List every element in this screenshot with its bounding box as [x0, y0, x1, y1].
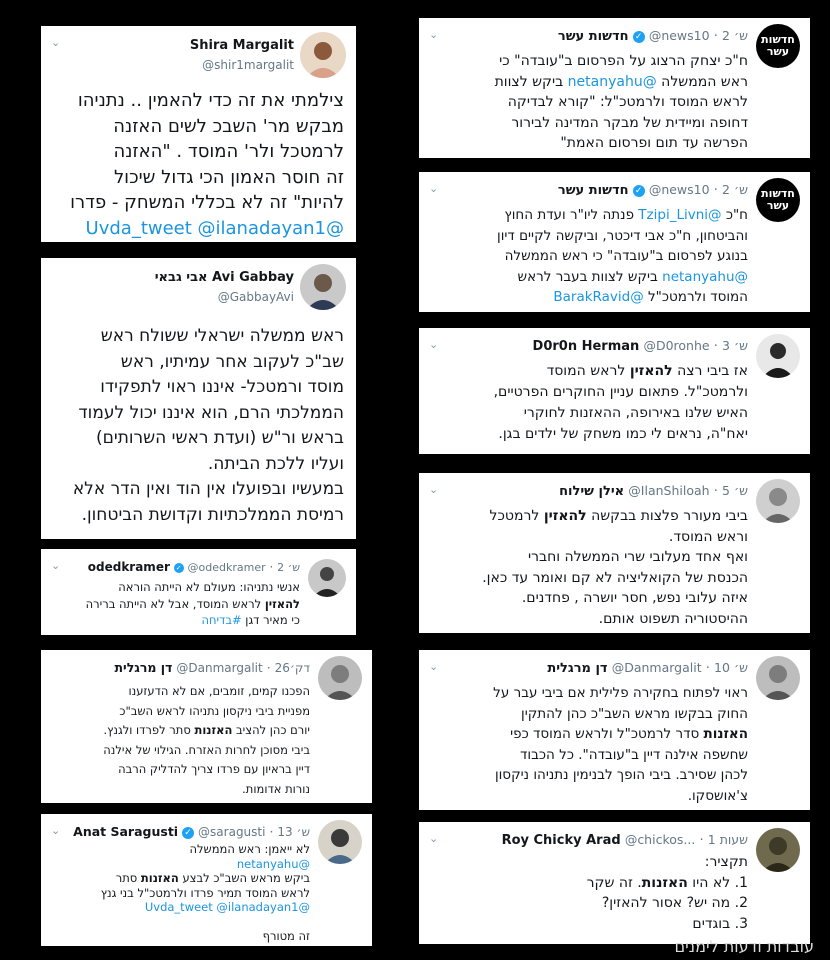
tweet-timestamp[interactable]: 26דק׳: [274, 661, 310, 675]
tweet-text-segment: רמיסת הממלכתיות וקדושת הביטחון.: [81, 504, 344, 525]
tweet-text-segment: במעשיו ובפועלו אין הוד ואין הדר אלא: [72, 479, 344, 499]
tweet-text-segment: איזה עלובי נפש, חסר יושרה , פחדנים.: [521, 590, 748, 606]
author-name[interactable]: אבי גבאי Avi Gabbay: [154, 270, 294, 285]
tweet-line: [428, 914, 748, 935]
tweet-line: [48, 165, 344, 191]
author-handle[interactable]: @Danmargalit: [611, 660, 702, 675]
tweet-line: [48, 324, 344, 350]
tweet-text-segment: ועליו ללכת הביתה.: [207, 453, 344, 474]
verified-badge-icon: ✓: [633, 185, 645, 197]
person-avatar-icon: [756, 828, 800, 872]
tweet-line: [48, 401, 344, 427]
author-handle[interactable]: @news10: [648, 182, 710, 197]
tweet-text-segment: לרמטכל: [489, 508, 544, 524]
tweet-line: [428, 51, 748, 72]
tweet-line: [428, 287, 748, 308]
tweet-text-segment: זה מטורף: [262, 929, 310, 943]
tweet-line: [428, 506, 748, 527]
tweet-card-odedkramer[interactable]: [41, 549, 356, 635]
tweet-line: [428, 765, 748, 786]
tweet-text-segment: שב"כ לעקוב אחר עמיתיו, ראש: [120, 351, 344, 372]
author-avatar[interactable]: [756, 828, 800, 872]
author-name[interactable]: דן מרגלית: [547, 661, 608, 676]
tweet-text-segment: ההיסטוריה תשפוט אותם.: [598, 610, 748, 627]
tweet-text-segment: בנוגע לפרסום ב"עובדה" כי ראש הממשלה: [504, 248, 748, 264]
tweet-line: [48, 190, 344, 216]
verified-badge-icon: ✓: [174, 563, 184, 573]
tweet-text-segment: לא ייאמן: ראש הממשלה: [189, 842, 310, 856]
chevron-down-icon[interactable]: ⌄: [429, 832, 439, 845]
tweet-line: [48, 929, 310, 944]
tweet-text-segment: האיש שלנו באירופה, ההאזנות לחוקרי: [523, 405, 748, 421]
watermark-text: עובדות ודעות לימנים: [674, 937, 814, 956]
tweet-card-ilan-shiloah[interactable]: [419, 473, 810, 633]
tweet-line: [48, 452, 344, 478]
tweet-line: [48, 915, 310, 930]
tweet-text-segment: ראוי לפתוח בחקירה פלילית אם ביבי עבר על: [493, 685, 748, 701]
tweet-line: [428, 683, 748, 704]
tweet-card-dan-margalit-10h[interactable]: [419, 650, 810, 810]
mention-link[interactable]: @Tzipi_Livni: [638, 207, 722, 223]
tweet-text-segment: דחופה ומיידית של מבקר המדינה לבירור: [511, 114, 748, 131]
tweet-timestamp[interactable]: 2 ש׳: [277, 561, 300, 574]
news10-logo-text: חדשות עשר: [761, 187, 795, 212]
tweet-line: [428, 205, 748, 226]
author-name[interactable]: אילן שילוח: [559, 484, 625, 499]
tweet-line: [428, 246, 748, 267]
tweet-line: [428, 609, 748, 630]
tweet-text: [428, 683, 748, 806]
tweet-line: [48, 139, 344, 165]
tweet-author-line: חדשות עשר ✓ @news10 · 2 ש׳: [557, 182, 748, 198]
tweet-text-segment: להיות" זה לא בכללי המשחק - פדרו: [70, 192, 344, 213]
tweet-text: [48, 682, 310, 799]
tweet-line: [428, 873, 748, 894]
tweet-text-segment: הפכנו קמים, זומבים, אם לא הדעזענו: [128, 684, 310, 698]
tweet-card-roy-chicky-arad[interactable]: [419, 822, 810, 944]
author-name[interactable]: דן מרגלית: [114, 660, 173, 675]
tweet-text-segment: סתר: [115, 871, 141, 885]
mention-link[interactable]: @netanyahu: [662, 268, 748, 285]
tweet-card-avi-gabbay[interactable]: [41, 258, 356, 539]
tweet-card-news10-herzog[interactable]: [419, 18, 810, 158]
author-handle[interactable]: @GabbayAvi: [217, 290, 294, 304]
tweet-text-segment: החוק בבקשו מראש השב"כ כהן להתקין: [521, 705, 748, 722]
tweet-text-segment: תקציר:: [704, 854, 748, 870]
person-avatar-icon: [300, 32, 346, 78]
tweet-line: [428, 72, 748, 93]
author-avatar[interactable]: [300, 32, 346, 78]
tweet-line: [48, 842, 310, 857]
author-avatar[interactable]: [308, 559, 346, 597]
tweet-text-segment: הפרשה עד תום ופרסום האמת": [560, 135, 748, 151]
tweet-text-segment: ולרמטכ"ל. פתאום עניין החוקרים הפרטיים,: [493, 384, 748, 400]
author-name[interactable]: Shira Margalit: [189, 38, 294, 53]
tweet-text-segment: 2. מה יש? אסור להאזין?: [601, 895, 748, 911]
tweet-line: [48, 477, 344, 503]
highlighted-word: האזנות: [140, 871, 179, 885]
mention-link[interactable]: @netanyahu: [236, 856, 310, 871]
tweet-timestamp[interactable]: 2 ש׳: [722, 182, 748, 197]
tweet-author-line: odedkramer ✓ @odedkramer · 2 ש׳: [87, 560, 300, 574]
tweet-line: [428, 226, 748, 247]
tweet-card-anat-saragusti[interactable]: [41, 814, 372, 946]
tweet-text-segment: הכנסת של הקואליציה לא קם ואומר עד כאן.: [482, 569, 748, 586]
chevron-down-icon[interactable]: ⌄: [429, 660, 439, 673]
tweet-line: [50, 579, 300, 596]
tweet-text-segment: . זה שקר: [586, 874, 642, 891]
tweet-line: [48, 741, 310, 761]
tweet-text-segment: מוסד ורמטכל- איננו ראוי לתפקידו: [100, 377, 344, 397]
tweet-line: [428, 852, 748, 873]
highlighted-word: להאזין: [264, 596, 300, 611]
author-handle[interactable]: @odedkramer: [187, 561, 266, 574]
author-handle[interactable]: @IlanShiloah: [628, 483, 710, 498]
tweet-line: [428, 382, 748, 403]
tweet-text-segment: 1. לא היו: [687, 874, 748, 891]
tweet-text-segment: ביבי מסוכן לחרות האזרח. הגילוי של אילנה: [103, 742, 310, 757]
author-name[interactable]: odedkramer: [87, 560, 170, 574]
verified-badge-icon: ✓: [633, 31, 645, 43]
tweet-text-segment: פנתה ליו"ר ועדת החוץ: [504, 207, 639, 223]
verified-badge-icon: ✓: [182, 827, 194, 839]
tweet-line: [48, 503, 344, 529]
highlighted-word: האזנות: [641, 874, 688, 891]
tweet-text-segment: לראש המוסד, אבל לא הייתה ברירה: [85, 596, 265, 611]
highlighted-word: האזנות: [703, 726, 748, 742]
tweet-timestamp[interactable]: 10 ש׳: [714, 660, 748, 675]
tweet-text-segment: ח"כ יצחק הרצוג על הפרסום ב"עובדה" כי: [499, 53, 748, 69]
news10-logo-avatar[interactable]: [756, 178, 800, 222]
tweet-text-segment: זה חוסר האמון הכי גדול שיכול: [113, 166, 344, 188]
tweet-text-segment: לרמטכל ולר' המוסד . "האזנה: [113, 141, 344, 162]
chevron-down-icon[interactable]: ⌄: [429, 483, 439, 496]
chevron-down-icon[interactable]: ⌄: [51, 824, 61, 837]
tweet-text-segment: יאח"ה, נראים לי כמו משחק של ילדים בגן.: [498, 426, 748, 442]
tweet-text-segment: מבקש מר' השבכ לשים האזנה: [113, 115, 344, 137]
tweet-text-segment: 3. בוגדים: [692, 915, 748, 932]
tweet-line: [48, 871, 310, 886]
tweet-author-line: D0r0n Herman @D0ronhe · 3 ש׳: [532, 338, 748, 354]
mention-link[interactable]: @Uvda_tweet @ilanadayan1: [85, 217, 344, 239]
tweet-text-segment: אנשי נתניהו: מעולם לא הייתה הוראה: [118, 580, 300, 594]
tweet-text-segment: הממלכתי הרם, הוא איננו יכול לעמוד: [78, 402, 344, 423]
tweet-line: [50, 596, 300, 613]
tweet-text: [48, 88, 344, 241]
tweet-line: [48, 857, 310, 872]
highlighted-word: האזנות: [194, 723, 233, 737]
tweet-text-segment: ביקש לצוות: [494, 73, 568, 90]
chevron-down-icon[interactable]: ⌄: [429, 182, 439, 195]
tweet-line: [48, 780, 310, 800]
tweet-text-segment: צילמתי את זה כדי להאמין .. נתניהו: [77, 90, 344, 111]
tweet-line: [50, 612, 300, 629]
tweet-timestamp[interactable]: 2 ש׳: [722, 28, 748, 43]
tweet-text-segment: לראש המוסד: [546, 363, 630, 379]
tweet-line: [48, 114, 344, 140]
author-avatar[interactable]: [756, 479, 800, 523]
author-avatar[interactable]: [756, 656, 800, 700]
chevron-down-icon[interactable]: ⌄: [429, 28, 439, 41]
tweet-text-segment: שחשפה אילנה דיין ב"עובדה". כל הכבוד: [520, 746, 748, 763]
tweet-line: [428, 724, 748, 745]
tweet-line: [48, 682, 310, 702]
tweet-text-segment: לראש המוסד תמיר פרדו ולרמטכ"ל בני גנץ: [100, 885, 310, 900]
tweet-author-line: אילן שילוח @IlanShiloah · 5 ש׳: [559, 483, 748, 499]
tweet-text-segment: לראש המוסד ולרמטכ"ל: "קורא לבדיקה: [507, 94, 748, 110]
author-handle[interactable]: @shir1margalit: [202, 58, 294, 72]
author-name[interactable]: חדשות עשר: [557, 183, 629, 198]
author-name[interactable]: חדשות עשר: [557, 29, 629, 44]
person-avatar-icon: [756, 334, 800, 378]
tweet-line: [48, 721, 310, 741]
tweet-text: [428, 361, 748, 445]
tweet-line: [428, 92, 748, 113]
tweet-text-segment: והביטחון, ח"כ אבי דיכטר, וביקשה לקיים דיון: [497, 227, 748, 244]
tweet-text-segment: ואף אחד מעלובי שרי הממשלה וחברי: [527, 549, 748, 565]
author-avatar[interactable]: [318, 820, 362, 864]
person-avatar-icon: [308, 559, 346, 597]
tweet-line: [428, 424, 748, 445]
tweet-text-segment: ביקש מראש השב"כ לבצע: [178, 871, 310, 885]
tweet-line: [48, 426, 344, 452]
tweet-text: [428, 852, 748, 934]
chevron-down-icon[interactable]: ⌄: [51, 559, 61, 572]
author-name[interactable]: D0r0n Herman: [532, 339, 640, 354]
author-avatar[interactable]: [756, 334, 800, 378]
tweet-line: [428, 527, 748, 548]
tweet-text-segment: ח"כ: [721, 207, 748, 223]
tweet-line: [48, 702, 310, 722]
tweet-text-segment: בראש ור"ש (ועדת ראשי השרותים): [96, 428, 344, 448]
author-name[interactable]: Roy Chicky Arad: [501, 833, 621, 848]
person-avatar-icon: [318, 656, 362, 700]
tweet-line: [428, 893, 748, 914]
tweet-line: [428, 588, 748, 609]
tweet-line: [428, 267, 748, 288]
author-avatar[interactable]: [318, 656, 362, 700]
tweet-text-segment: נורות אדומות.: [242, 781, 310, 796]
tweet-line: [48, 350, 344, 376]
tweet-text-segment: סדר לרמטכ"ל ולראש המוסד כפי: [510, 726, 704, 742]
tweet-text: [428, 51, 748, 154]
tweet-card-dan-margalit-26m[interactable]: [41, 650, 372, 803]
tweet-author-line: דן מרגלית @Danmargalit · 10 ש׳: [547, 660, 748, 676]
person-avatar-icon: [756, 656, 800, 700]
mention-link[interactable]: @BarakRavid: [553, 289, 644, 305]
tweet-text-segment: אז ביבי רצה: [672, 363, 748, 379]
tweet-line: [48, 88, 344, 114]
person-avatar-icon: [756, 479, 800, 523]
tweet-line: [428, 133, 748, 154]
tweet-text: [428, 506, 748, 629]
tweet-text-segment: לכהן שסירב. ביבי הופך לבנימין נתניהו ניקסון: [494, 767, 748, 783]
tweet-line: [48, 375, 344, 401]
person-avatar-icon: [300, 264, 346, 310]
tweet-text: [428, 205, 748, 308]
tweet-line: [428, 568, 748, 589]
chevron-down-icon[interactable]: ⌄: [429, 338, 439, 351]
tweet-text-segment: יורם כהן להציב: [232, 723, 310, 737]
tweet-line: [428, 786, 748, 807]
news10-logo-text: חדשות עשר: [761, 33, 795, 58]
tweet-text-segment: ראש ממשלה ישראלי ששולח ראש: [100, 326, 344, 346]
tweet-author-line: חדשות עשר ✓ @news10 · 2 ש׳: [557, 28, 748, 44]
tweet-text: [48, 324, 344, 528]
tweet-text-segment: צ'אושסקו.: [687, 787, 748, 804]
mention-link[interactable]: @Uvda_tweet @ilanadayan1: [144, 900, 310, 914]
tweet-line: [428, 361, 748, 382]
tweet-line: [428, 704, 748, 725]
highlighted-word: להאזין: [543, 508, 587, 524]
tweet-line: [428, 403, 748, 424]
tweet-author-line: Anat Saragusti ✓ @saragusti · 13 ש׳: [73, 824, 310, 839]
tweet-card-doron-herman[interactable]: [419, 328, 810, 454]
tweet-card-shira-margalit[interactable]: [41, 26, 356, 242]
tweet-text-segment: ראש הממשלה: [656, 73, 748, 90]
author-name[interactable]: Anat Saragusti: [73, 824, 179, 839]
highlighted-word: להאזין: [629, 363, 673, 379]
tweet-text-segment: המוסד ולרמטכ"ל: [643, 289, 748, 305]
tweet-card-news10-livni[interactable]: [419, 172, 810, 312]
tweet-line: [48, 760, 310, 780]
tweet-timestamp[interactable]: 1 שעות: [707, 832, 748, 847]
tweet-text-segment: ביקש לצוות בעבר לראש: [517, 268, 663, 285]
tweet-line: [428, 113, 748, 134]
tweet-text-segment: סתר לפרדו ולגנץ.: [103, 723, 195, 737]
tweet-text-segment: וראש המוסד.: [668, 528, 748, 545]
news10-logo-avatar[interactable]: [756, 24, 800, 68]
tweet-line: [428, 547, 748, 568]
tweet-text-segment: ביבי מעורר פלצות בבקשה: [586, 508, 748, 524]
chevron-down-icon[interactable]: ⌄: [51, 36, 61, 49]
author-avatar[interactable]: [300, 264, 346, 310]
tweet-timestamp[interactable]: 13 ש׳: [277, 825, 310, 839]
tweet-line: [48, 216, 344, 242]
tweet-text-segment: מפניית ביבי ניקסון נתניהו לראש השב"כ: [119, 703, 310, 718]
author-handle[interactable]: @Danmargalit: [176, 661, 263, 675]
tweet-text: [50, 579, 300, 629]
person-avatar-icon: [318, 820, 362, 864]
author-handle[interactable]: @news10: [648, 28, 710, 43]
mention-link[interactable]: #בדיחה: [201, 613, 242, 627]
tweet-line: [48, 886, 310, 901]
tweet-author-line: דן מרגלית @Danmargalit · 26דק׳: [114, 660, 310, 675]
author-handle[interactable]: @chickos...: [624, 832, 696, 847]
tweet-text: [48, 842, 310, 944]
author-handle[interactable]: @saragusti: [198, 825, 266, 839]
mention-link[interactable]: @netanyahu: [567, 73, 657, 90]
tweet-line: [428, 745, 748, 766]
tweet-timestamp[interactable]: 3 ש׳: [722, 338, 748, 353]
tweet-timestamp[interactable]: 5 ש׳: [722, 483, 748, 498]
tweet-text-segment: כי מאיר דגן: [241, 613, 300, 627]
author-handle[interactable]: @D0ronhe: [643, 338, 710, 353]
tweet-text-segment: דיין בראיון עם פרדו צריך להדליק הרבה: [118, 762, 310, 776]
tweet-author-line: Roy Chicky Arad @chickos... · 1 שעות: [501, 832, 748, 848]
tweet-line: [48, 900, 310, 915]
